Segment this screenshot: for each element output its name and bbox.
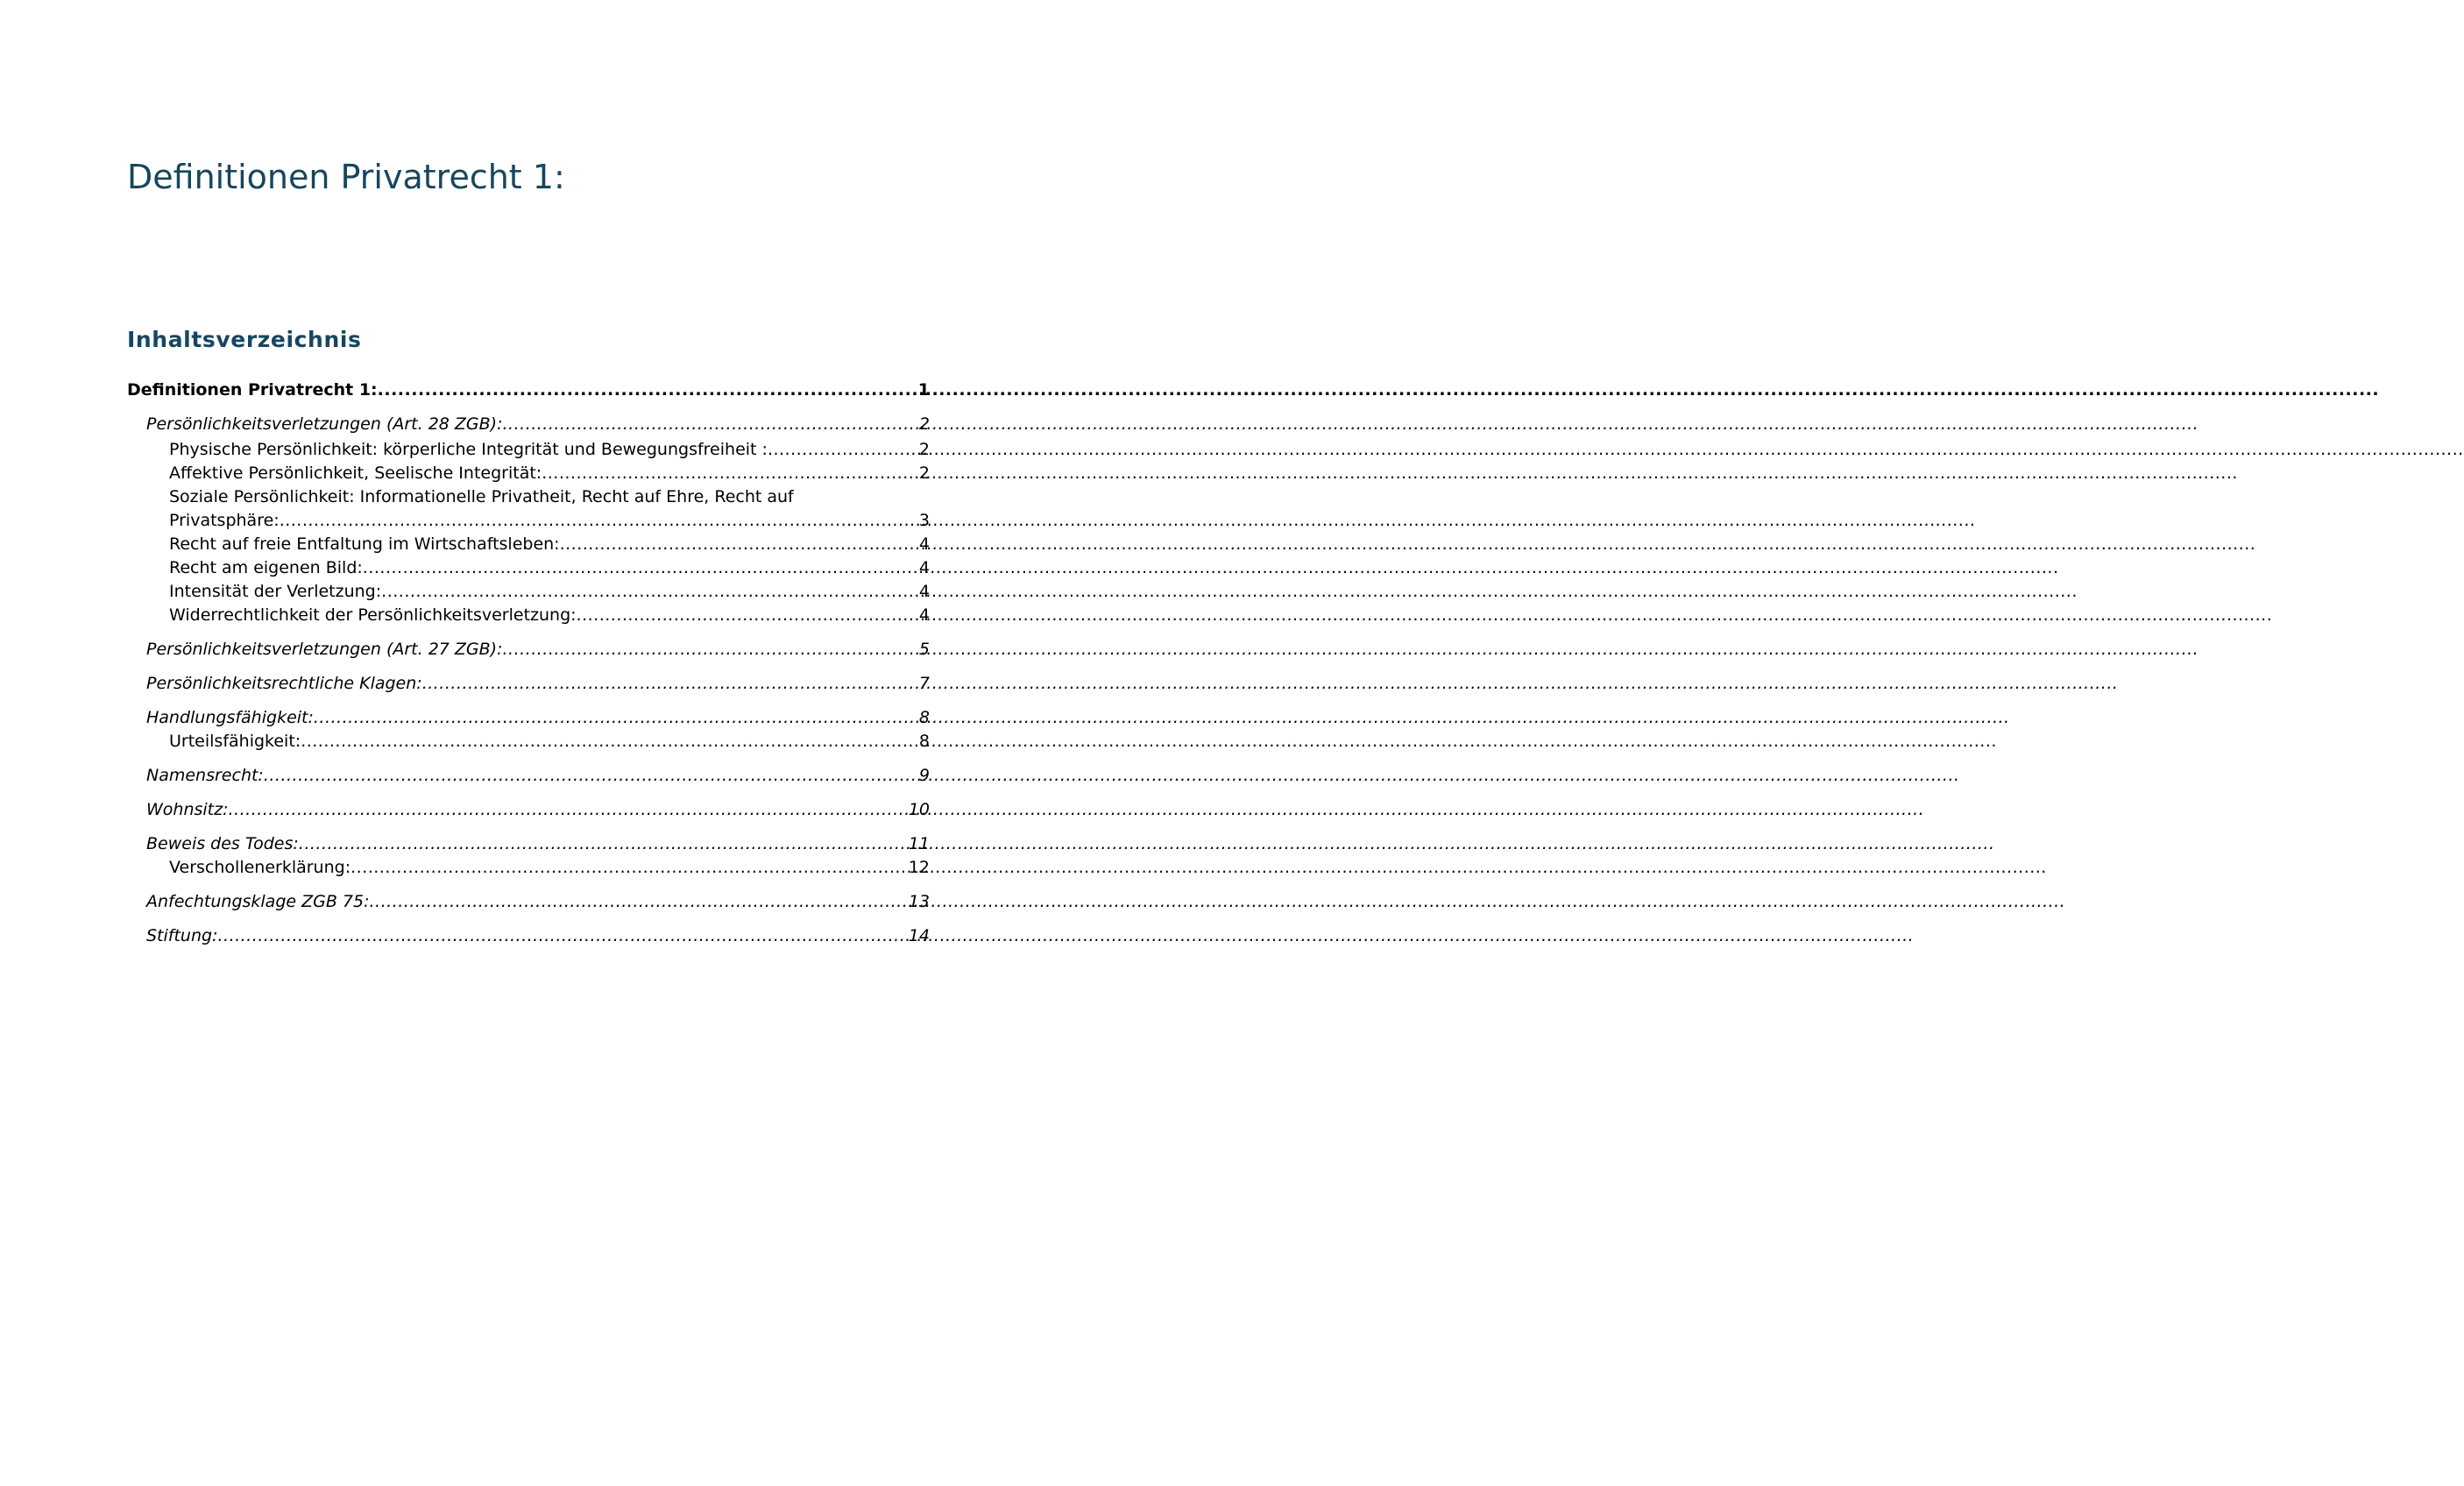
toc-page-number: 1 [917, 380, 930, 400]
toc-entry-text: Persönlichkeitsverletzungen (Art. 28 ZGB): [146, 414, 503, 434]
toc-entry-text: Persönlichkeitsverletzungen (Art. 27 ZGB): [146, 640, 503, 659]
toc-entry-text: Definitionen Privatrecht 1: [127, 380, 378, 400]
toc-entry[interactable] [127, 556, 930, 580]
toc-page-number: 13 [908, 892, 930, 911]
toc-dot-leader [350, 856, 908, 880]
toc-page-number: 10 [908, 800, 930, 819]
table-of-contents [127, 379, 930, 948]
toc-dot-leader [422, 672, 918, 696]
toc-entry-text: Anfechtungsklage ZGB 75: [146, 892, 370, 911]
toc-entry[interactable] [127, 672, 930, 696]
toc-page-number: 3 [918, 511, 930, 530]
toc-entry[interactable] [127, 438, 930, 462]
toc-page-number: 4 [918, 582, 930, 601]
toc-heading: Inhaltsverzeichnis [127, 327, 362, 352]
toc-entry-text: Verschollenerklärung: [169, 858, 351, 877]
toc-page-number: 2 [918, 440, 930, 459]
toc-dot-leader [378, 379, 917, 402]
toc-page-number: 14 [908, 926, 930, 945]
toc-page-number: 9 [918, 766, 930, 785]
toc-entry-text: Widerrechtlichkeit der Persönlichkeitsverletzung: [169, 605, 577, 625]
toc-page-number: 4 [918, 534, 930, 554]
toc-page-number: 4 [918, 558, 930, 577]
toc-entry-text: Recht am eigenen Bild: [169, 558, 363, 577]
document-title: Definitionen Privatrecht 1: [127, 158, 565, 196]
toc-page-number: 2 [918, 463, 930, 483]
toc-dot-leader [264, 764, 918, 788]
toc-dot-leader [577, 604, 918, 627]
toc-dot-leader [280, 509, 918, 533]
toc-page-number: 8 [918, 732, 930, 751]
toc-entry[interactable] [127, 638, 930, 662]
toc-page-number: 7 [918, 674, 930, 693]
toc-page-number: 12 [908, 858, 930, 877]
toc-entry-text: Wohnsitz: [146, 800, 229, 819]
toc-entry-text: Beweis des Todes: [146, 834, 299, 853]
toc-entry[interactable] [127, 764, 930, 788]
toc-dot-leader [299, 832, 908, 856]
toc-dot-leader [301, 730, 918, 754]
toc-entry[interactable] [127, 580, 930, 604]
toc-entry[interactable] [127, 533, 930, 556]
toc-entry-text: Soziale Persönlichkeit: Informationelle Privatheit, Recht auf Ehre, Recht auf [169, 487, 794, 506]
document-page [0, 0, 1051, 1486]
toc-entry-text-continued: Privatsphäre: [169, 511, 280, 530]
toc-page-number: 4 [918, 605, 930, 625]
toc-entry[interactable] [127, 924, 930, 948]
toc-dot-leader [768, 438, 918, 462]
toc-entry[interactable] [127, 730, 930, 754]
toc-entry[interactable] [127, 856, 930, 880]
toc-entry-text: Physische Persönlichkeit: körperliche Integrität und Bewegungsfreiheit : [169, 440, 768, 459]
toc-dot-leader [229, 798, 908, 822]
toc-entry-text: Namensrecht: [146, 766, 264, 785]
toc-dot-leader [217, 924, 907, 948]
toc-entry[interactable] [127, 706, 930, 730]
toc-dot-leader [314, 706, 918, 730]
toc-entry[interactable] [127, 604, 930, 627]
toc-entry-text: Affektive Persönlichkeit, Seelische Integrität: [169, 463, 542, 483]
toc-entry-text: Persönlichkeitsrechtliche Klagen: [146, 674, 422, 693]
toc-dot-leader [560, 533, 918, 556]
toc-entry-text: Intensität der Verletzung: [169, 582, 382, 601]
toc-dot-leader [542, 462, 918, 485]
toc-page-number: 8 [918, 708, 930, 727]
toc-dot-leader [370, 890, 908, 914]
toc-entry[interactable] [127, 379, 930, 402]
toc-entry[interactable] [127, 890, 930, 914]
toc-dot-leader [503, 638, 918, 662]
toc-entry[interactable] [127, 413, 930, 436]
toc-dot-leader [363, 556, 918, 580]
toc-entry[interactable] [127, 485, 930, 533]
toc-entry-text: Stiftung: [146, 926, 218, 945]
toc-entry[interactable] [127, 798, 930, 822]
toc-entry[interactable] [127, 462, 930, 485]
toc-dot-leader [503, 413, 918, 436]
toc-page-number: 5 [918, 640, 930, 659]
toc-entry[interactable] [127, 832, 930, 856]
toc-entry-text: Urteilsfähigkeit: [169, 732, 301, 751]
toc-dot-leader [381, 580, 918, 604]
toc-page-number: 11 [908, 834, 930, 853]
toc-entry-text: Recht auf freie Entfaltung im Wirtschaftsleben: [169, 534, 560, 554]
toc-entry-text: Handlungsfähigkeit: [146, 708, 314, 727]
toc-page-number: 2 [918, 414, 930, 434]
